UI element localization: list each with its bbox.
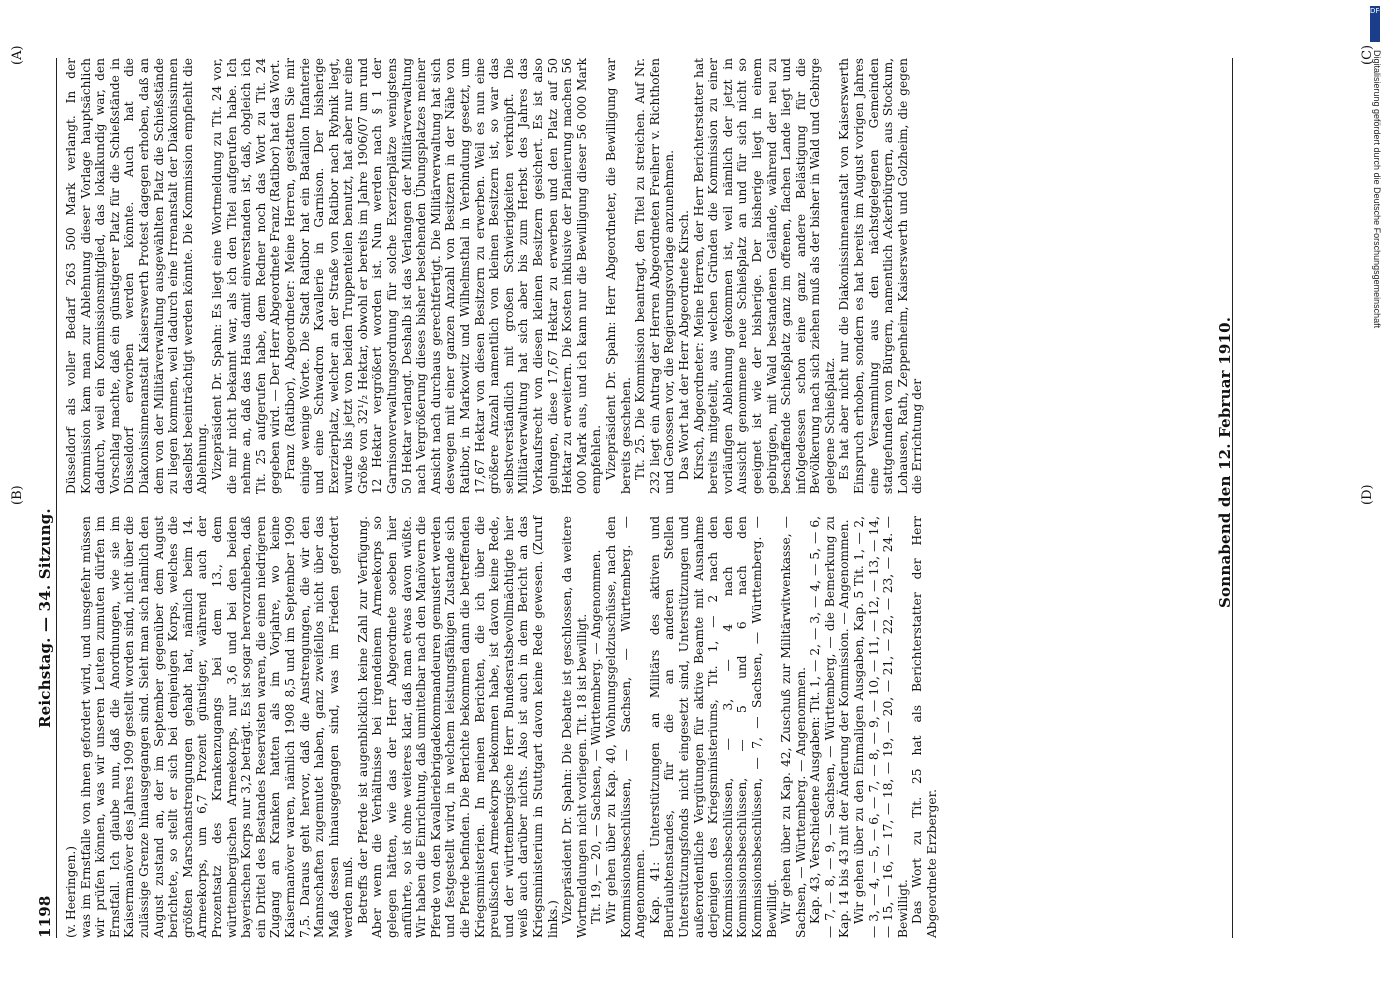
margin-mark-d: (D) [1360,484,1375,505]
paragraph: Das Wort zu Tit. 25 hat als Berichterstatter der Herr Abgeordnete Erzberger. [910,516,940,938]
paragraph: Das Wort hat der Herr Abgeordnete Kirsch. [676,209,691,480]
text-column-b [64,58,1224,494]
text-column-a [64,516,1224,938]
paragraph: Wir gehen über zu Kap. 40, Wohnungsgeldzuschüsse, nach den Kommissionsbeschlüssen, — Sachsen, — Württemberg. — Angenommen. [603,516,648,938]
paragraph: Kap. 41: Unterstützungen an Militärs des aktiven und Beurlaubtenstandes, für die an anderen Stellen Unterstützungsfonds nicht eingesetzt sind, Unterstützungen und außerordentliche Vergütungen für aktive Beamte mit Ausnahme derjenigen des Kriegsministeriums, Tit. 1, — 2 nach den Kommissionsbeschlüssen, — 3, — 4 nach den Kommissionsbeschlüssen, — 5 und 6 nach den Kommissionsbeschlüssen, — 7, — Sachsen, — Württemberg. — Bewilligt. [647,516,779,938]
paragraph: Kirsch, Abgeordneter: Meine Herren, der Herr Berichterstatter hat bereits mitgeteilt, aus welchen Gründen die Kommission zu einer vorläufigen Ablehnung gekommen ist, weil nämlich der jetzt in Aussicht genommene neue Schießplatz an und für sich nicht so geeignet ist wie der bisherige. Der bisherige liegt in einem gebirgigen, mit Wald bestandenen Gelände, während der neu zu beschaffende Schießplatz ganz im offenen, flachen Lande liegt und infolgedessen schon eine ganz andere Belästigung für die Bevölkerung nach sich ziehen muß als der bisher in Wald und Gebirge gelegene Schießplatz. [691,58,837,494]
paragraph: Betreffs der Pferde ist augenblicklich keine Zahl zur Verfügung. Aber wenn die Verhältnisse bei irgendeinem Armeekorps so gelegen hätten, wie das der Herr Abgeordnete soeben hier anführte, so ist ohne weiteres klar, daß man etwas davon wüßte. Wir haben die Einrichtung, daß unmittelbar nach den Manövern die Pferde von den Kavalleriebrigadekommandeuren gemustert werden und festgestellt wird, in welchem leistungsfähigen Zustande sich die Pferde befinden. Die Berichte bekommen dann die betreffenden Kriegsministerien. In meinen Berichten, die ich über die preußischen Armeekorps bekommen habe, ist davon keine Rede, und der württembergische Herr Bundesratsbevollmächtigte hier weiß auch darüber nichts. Also ist auch in dem Bericht an das Kriegsministerium in Stuttgart davon keine Rede gewesen. (Zuruf links.) [355,516,560,938]
paragraph: Franz (Ratibor), Abgeordneter: Meine Herren, gestatten Sie mir einige wenige Worte. Die Stadt Ratibor hat ein Bataillon Infanterie und eine Schwadron Kavallerie in Garnison. Der bisherige Exerzierplatz, welcher an der Straße von Ratibor nach Rybnik liegt, wurde bis jetzt von beiden Truppenteilen benutzt, hat aber nur eine Größe von 32¹/₂ Hektar, obwohl er bereits im Jahre 1906/07 um rund 12 Hektar vergrößert worden ist. Nun werden nach § 1 der Garnisonverwaltungsordnung für solche Exerzierplätze wenigstens 50 Hektar verlangt. Deshalb ist das Verlangen der Militärverwaltung nach Vergrößerung dieses bisher bestehenden Übungsplatzes meiner Ansicht nach durchaus gerechtfertigt. Die Militärverwaltung hat sich deswegen mit einer ganzen Anzahl von Besitzern in der Nähe von Ratibor, in Markowitz und Wilhelmsthal in Verbindung gesetzt, um 17,67 Hektar von diesen Besitzern zu erwerben. Weil es nun eine größere Anzahl namentlich von kleinen Besitzern ist, so war das selbstverständlich mit großen Schwierigkeiten verknüpft. Die Militärverwaltung hat sich aber bis zum Herbst des Jahres das Vorkaufsrecht von diesen kleinen Besitzern gesichert. Es ist also gelungen, diese 17,67 Hektar zu erwerben und den Platz auf 50 Hektar zu erweitern. Die Kosten inklusive der Planierung machen 56 000 Mark aus, und ich kann nur die Bewilligung dieser 56 000 Mark empfehlen. [282,58,604,494]
paragraph: Wir gehen über zu Kap. 42, Zuschuß zur Militärwitwenkasse, — Sachsen, — Württemberg. — Angenommen. [779,516,808,938]
page-number: 1198 [36,895,54,938]
digitization-note: Digitalisierung gefördert durch die Deutsche Forschungsgemeinschaft [1372,50,1382,329]
speaker-tag: (v. Heeringen.) [64,845,78,938]
paragraph: Vizepräsident Dr. Spahn: Es liegt eine Wortmeldung zu Tit. 24 vor, die mir nicht bekannt war, als ich den Titel aufgerufen habe. Ich nehme an, daß das Haus damit einverstanden ist, daß, obgleich ich Tit. 25 aufgerufen habe, dem Redner noch das Wort zu Tit. 24 gegeben wird. — Der Herr Abgeordnete Franz (Ratibor) hat das Wort. [209,58,283,494]
paragraph: Vizepräsident Dr. Spahn: Herr Abgeordneter, die Bewilligung war bereits geschehen. [603,58,633,494]
paragraph: Vizepräsident Dr. Spahn: Die Debatte ist geschlossen, da weitere Wortmeldungen nicht vorliegen. Tit. 18 ist bewilligt. [560,516,589,938]
paragraph: Kap. 43, Verschiedene Ausgaben: Tit. 1, — 2, — 3, — 4, — 5, — 6, — 7, — 8, — 9, — Sachsen, — Württemberg, — die Bemerkung zu Kap. 14 bis 43 mit der Änderung der Kommission. — Angenommen. [808,516,852,938]
margin-mark-a: (A) [10,45,25,65]
header-right-title: Sonnabend den 12. Februar 1910. [1216,316,1234,608]
paragraph: was im Ernstfalle von ihnen gefordert wird, und unsgefehr müssen wir prüfen können, was wir unseren Leuten zumuten dürfen im Ernstfall. Ich glaube nun, daß die Anordnungen, wie sie im Kaisermanöver des Jahres 1909 gestellt worden sind, nicht über die zulässige Grenze hinausgegangen sind. Sieht man sich nämlich den August zustand an, der im September gegenüber dem August berichtete, so stellt er sich bei denjenigen Korps, welches die größten Marschanstrengungen gehabt hat, nämlich beim 14. Armeekorps, um 6,7 Prozent günstiger, während auch der Prozentsatz des Krankenzugangs bei dem 13., dem württembergischen Armeekorps, nur 3,6 und bei den beiden bayerischen Korps nur 3,2 beträgt. Es ist sogar hervorzuheben, daß ein Drittel des Bestandes Reservisten waren, die einen niedrigeren Zugang an Kranken hatten als im Vorjahre, wo keine Kaisermanöver waren, nämlich 1908 8,5 und im September 1909 7,5. Daraus geht hervor, daß die Anstrengungen, die wir den Mannschaften zugemutet haben, ganz zweifellos nicht über das Maß dessen hinausgegangen sind, was im Frieden gefordert werden muß. [78,516,356,938]
margin-mark-c: (C) [1360,44,1375,65]
paragraph: Düsseldorf als voller Bedarf 263 500 Mark verlangt. In der Kommission kam man zur Ablehnung dieser Vorlage hauptsächlich dadurch, weil ein Kommissionsmitglied, das lokalkundig war, den Vorschlag machte, daß ein günstigerer Platz für die Schießstände in Düsseldorf erworben werden könnte. Auch hat die Diakonissinnenanstalt Kaiserswerth Protest dagegen erhoben, daß an dem von der Militärverwaltung ausgewählten Platz die Schießstände zu liegen kommen, weil dadurch eine Irrenanstalt der Diakonissinnen daselbst beeinträchtigt werden könnte. Die Kommission empfiehlt die Ablehnung. [64,58,210,494]
dfg-logo: DFG [1370,6,1380,42]
margin-mark-b: (B) [10,485,25,505]
header-left-title: Reichstag. — 34. Sitzung. [36,508,54,728]
paragraph: Wir gehen über zu den Einmaligen Ausgaben, Kap. 5 Tit. 1, — 2, — 3, — 4, — 5, — 6, — 7, — 8, — 9, — 10, — 11, — 12, — 13, — 14, — 15, — 16, — 17, — 18, — 19, — 20, — 21, — 22, — 23, — 24. — Bewilligt. [852,516,910,938]
paragraph: Es hat aber nicht nur die Diakonissinnenanstalt von Kaiserswerth Einspruch erhoben, sondern es hat bereits im August vorigen Jahres eine Versammlung aus den nächstgelegenen Gemeinden stattgefunden von Bürgern, namentlich Ackerbürgern, aus Stockum, Lohausen, Rath, Zeppenheim, Kaiserswerth und Golzheim, die gegen die Errichtung der [837,58,925,494]
paragraph: Tit. 19, — 20, — Sachsen, — Württemberg. — Angenommen. [589,549,604,924]
paragraph: Tit. 25. Die Kommission beantragt, den Titel zu streichen. Auf Nr. 232 liegt ein Antrag der Herren Abgeordneten Freiherr v. Richthofen und Genossen vor, die Regierungsvorlage anzunehmen. [633,58,677,494]
header-rule [56,58,57,938]
